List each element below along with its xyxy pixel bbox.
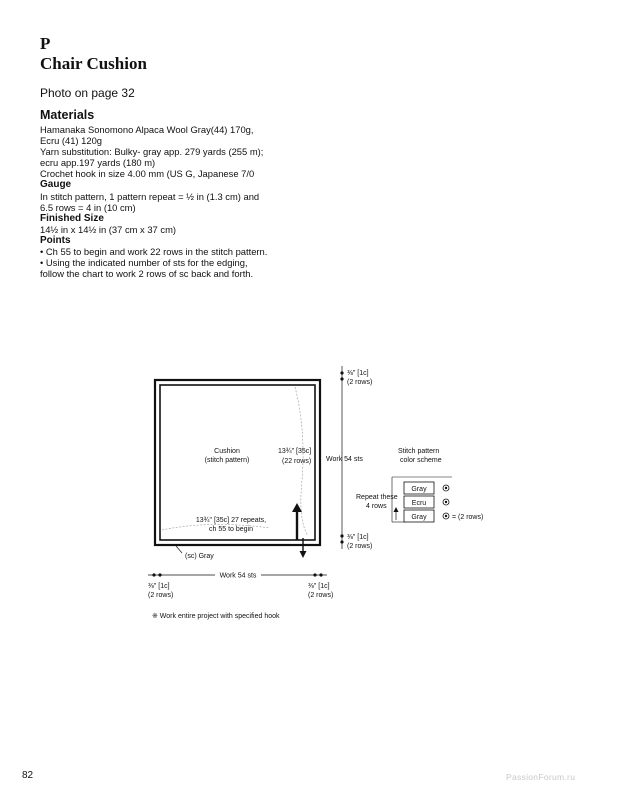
materials-heading: Materials [40, 108, 95, 122]
cushion-label: Cushion [214, 448, 240, 455]
page-title: Chair Cushion [40, 54, 147, 73]
dimension-dot [340, 377, 343, 380]
color-label: Ecru [411, 500, 427, 507]
repeat-rows: 4 rows [366, 503, 387, 510]
work-sts-vertical: Work 54 sts [326, 456, 363, 463]
width-chain-start: ch 55 to begin [209, 526, 253, 533]
materials-line: Hamanaka Sonomono Alpaca Wool Gray(44) 170g, [40, 124, 254, 135]
finished-size-line: 14½ in x 14½ in (37 cm x 37 cm) [40, 223, 176, 235]
pattern-letter: P [40, 34, 51, 53]
photo-reference: Photo on page 32 [40, 86, 135, 100]
scheme-subtitle: color scheme [400, 457, 442, 464]
materials-line: ecru app.197 yards (180 m) [40, 157, 156, 169]
points-line: • Ch 55 to begin and work 22 rows in the stitch pattern. [40, 246, 268, 258]
dimension-dot [152, 573, 155, 576]
finished-size-heading: Finished Size [40, 212, 104, 224]
materials-line: Yarn substitution: Bulky- gray app. 279 yards (255 m); [40, 146, 264, 158]
right-edge-rows: (2 rows) [308, 592, 334, 599]
left-edge-rows: (2 rows) [148, 592, 174, 599]
hook-note: ※ Work entire project with specified hook [152, 613, 280, 620]
pattern-instructions [40, 124, 300, 279]
height-rows: (22 rows) [282, 458, 312, 465]
row-marker-icon [445, 515, 447, 517]
row-marker-icon [445, 501, 447, 503]
points-line: follow the chart to work 2 rows of sc back and forth. [40, 268, 254, 280]
row-marker-icon [445, 487, 447, 489]
down-arrow-head-icon [300, 551, 307, 558]
leader-line [176, 546, 182, 553]
color-label: Gray [411, 514, 427, 521]
scheme-arrow-head-icon [394, 507, 399, 512]
left-edge-size: ⅜" [1c] [148, 583, 170, 590]
bottom-edge-size: ⅜" [1c] [347, 534, 369, 541]
points-heading: Points [40, 234, 71, 246]
gauge-line: In stitch pattern, 1 pattern repeat = ½ in (1.3 cm) and [40, 190, 260, 202]
bottom-edge-rows: (2 rows) [347, 543, 373, 550]
gauge-heading: Gauge [40, 179, 72, 191]
scheme-title: Stitch pattern [398, 448, 440, 455]
up-arrow-head-icon [292, 503, 302, 512]
page-number: 82 [22, 770, 34, 781]
dimension-dot [340, 540, 343, 543]
materials-line: Ecru (41) 120g [40, 135, 103, 147]
dimension-dot [319, 573, 322, 576]
dimension-dot [313, 573, 316, 576]
cushion-diagram [130, 360, 510, 630]
row-equivalence: = (2 rows) [452, 514, 484, 521]
color-label: Gray [411, 486, 427, 493]
top-edge-size: ⅜" [1c] [347, 370, 369, 377]
edging-label: (sc) Gray [185, 553, 214, 560]
points-line: • Using the indicated number of sts for the edging, [40, 257, 248, 269]
dimension-dot [340, 534, 343, 537]
height-measure: 13¾" [35c] [278, 448, 312, 455]
repeat-label: Repeat these [356, 494, 398, 501]
dimension-dot [340, 371, 343, 374]
gauge-line: 6.5 rows = 4 in (10 cm) [40, 201, 136, 213]
width-measure: 13¾" [35c] 27 repeats, [195, 517, 267, 524]
top-edge-rows: (2 rows) [347, 379, 373, 386]
dimension-dot [158, 573, 161, 576]
cushion-sublabel: (stitch pattern) [204, 457, 250, 464]
watermark: PassionForum.ru [506, 772, 576, 782]
work-sts-horizontal: Work 54 sts [219, 572, 257, 580]
materials-line: Crochet hook in size 4.00 mm (US G, Japanese 7/0 [40, 168, 255, 180]
right-edge-size: ⅜" [1c] [308, 583, 330, 590]
